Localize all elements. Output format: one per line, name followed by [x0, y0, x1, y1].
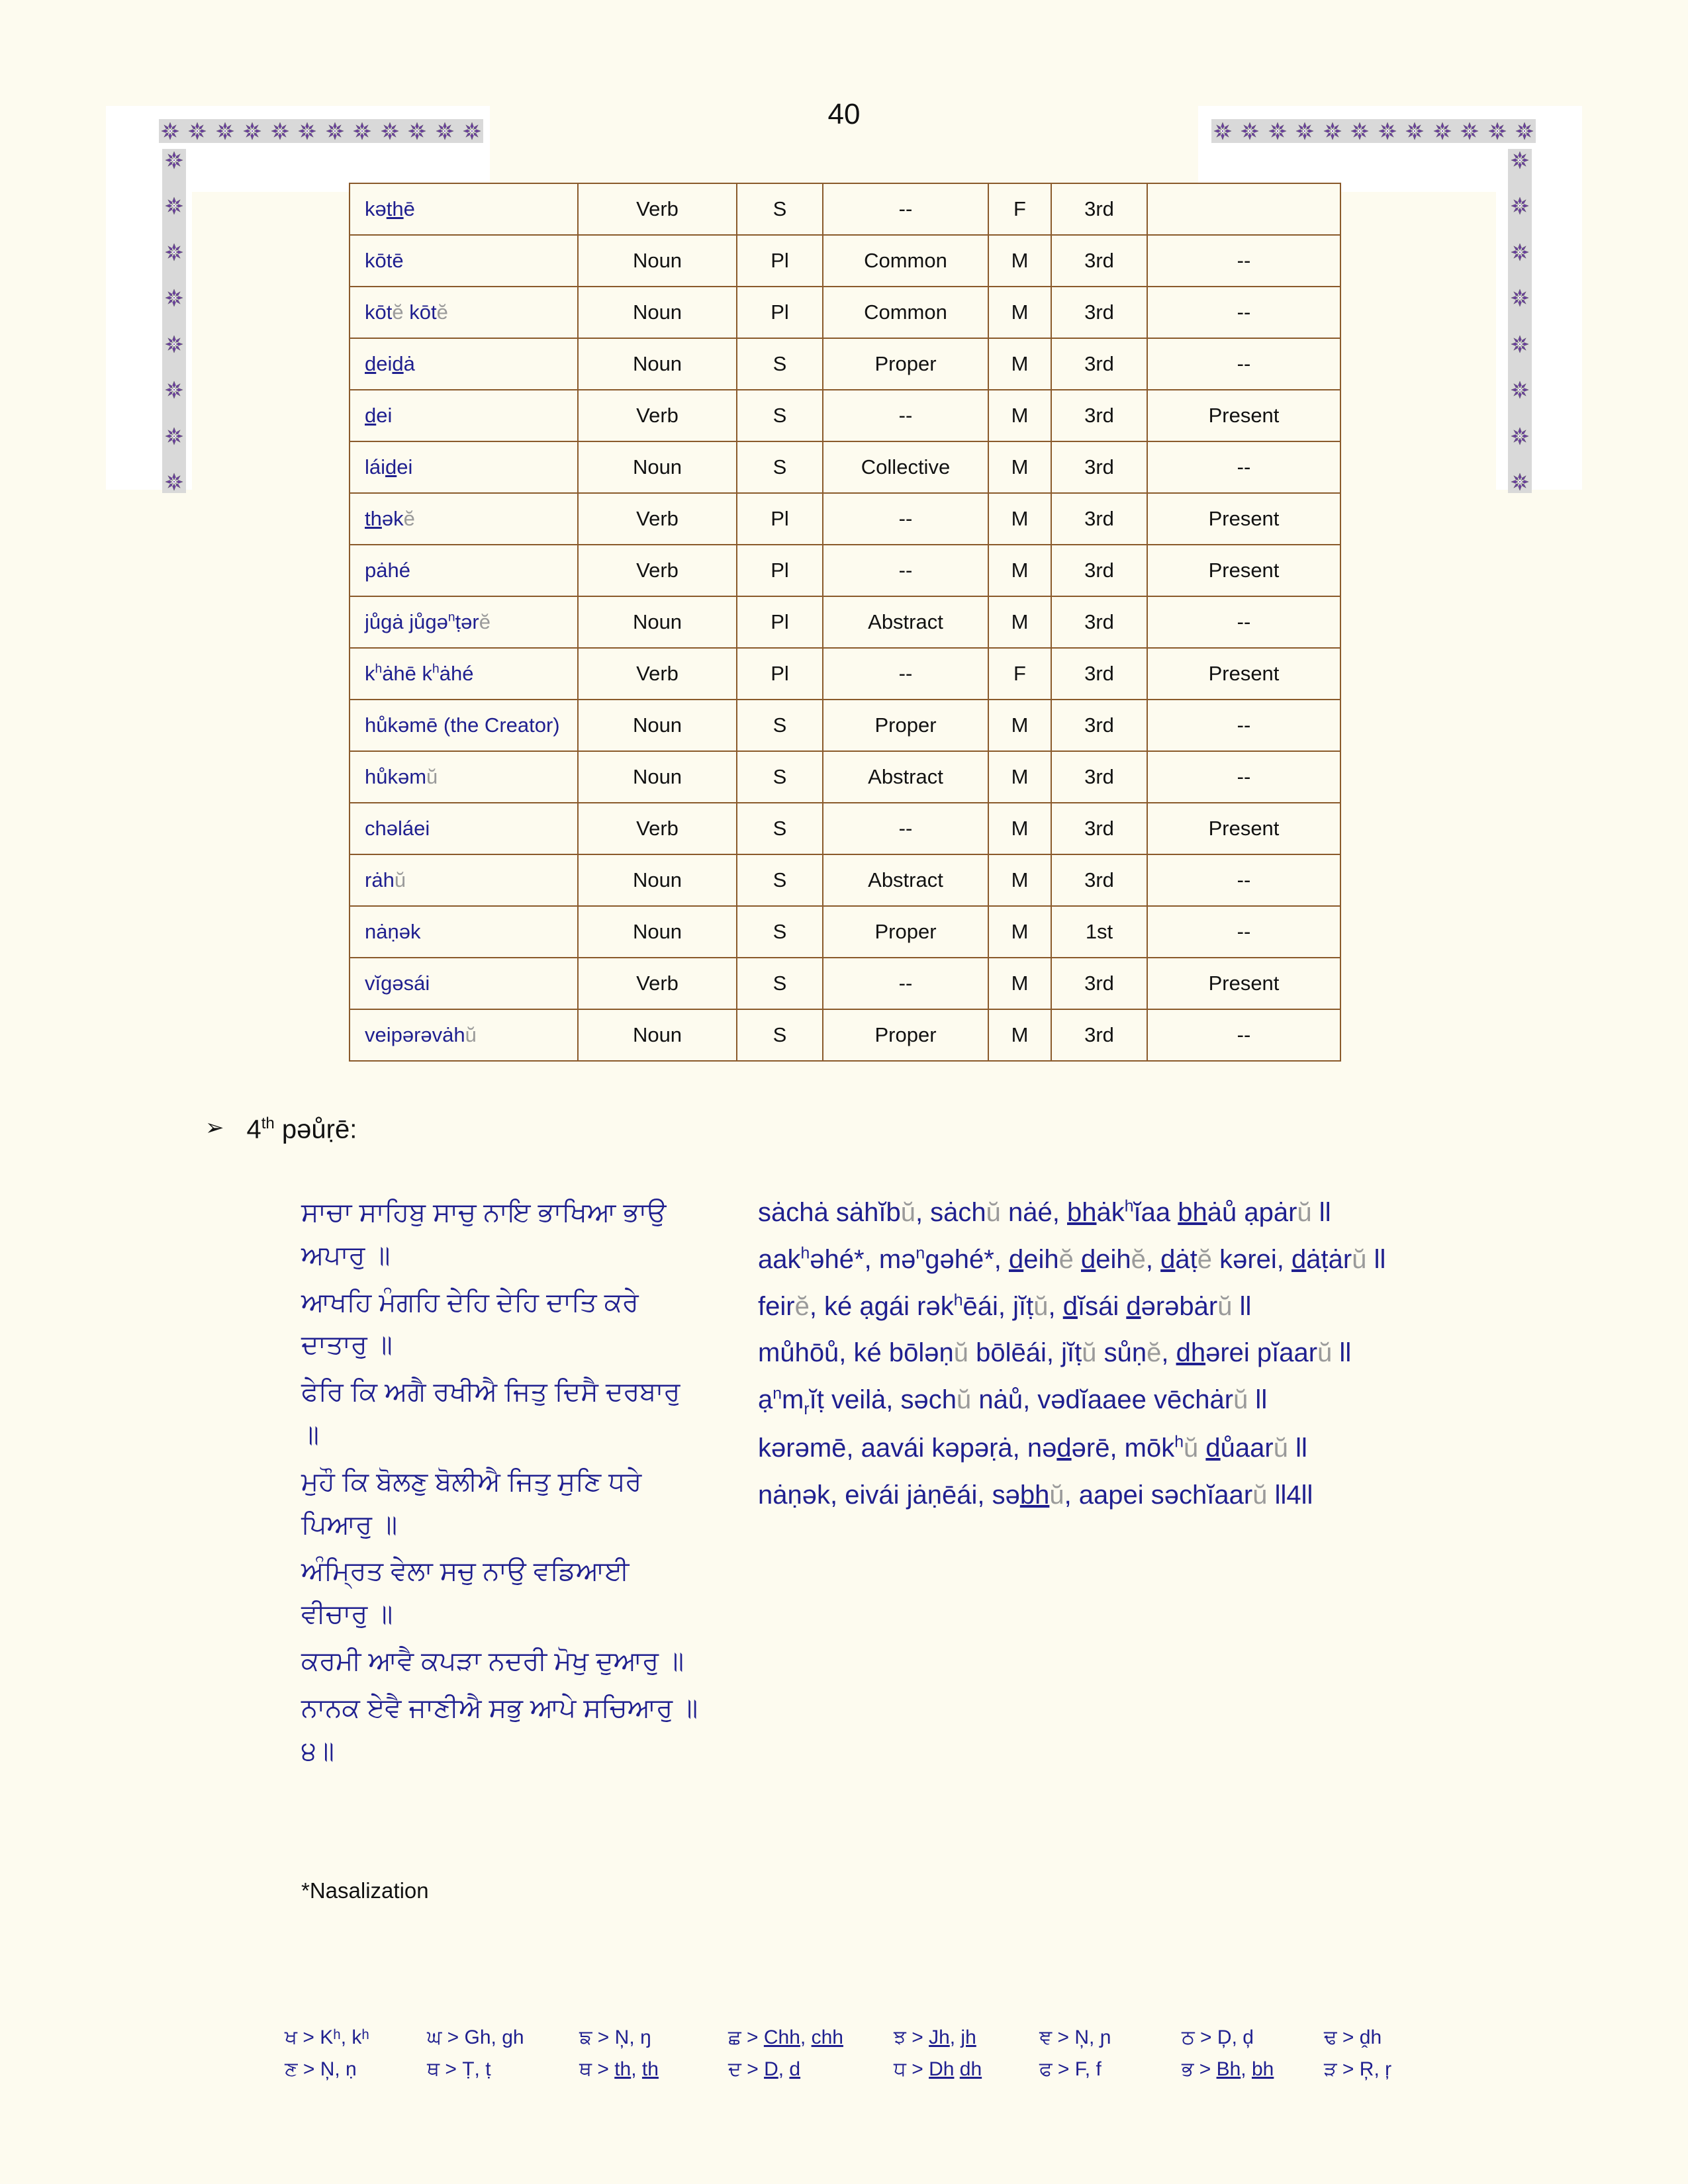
transliteration-verse-line: aak$^h$əhé*, mə$^n$gəhé*, deihĕ deihĕ, dȧṭĕ kərei, dȧṭȧrŭ ll: [758, 1244, 1386, 1274]
legend-item: ਥ > Ṭ, ṭ: [427, 2058, 491, 2080]
paurri-ordinal-suffix: th: [261, 1115, 275, 1132]
table-cell-number: Pl: [737, 648, 823, 700]
table-row: [350, 751, 1340, 803]
table-row: [350, 958, 1340, 1009]
table-cell-gender: M: [988, 906, 1051, 958]
table-cell-type: --: [823, 803, 988, 854]
floral-asterisk-ornament-icon: [164, 380, 184, 400]
ornament-strip-left: [162, 149, 186, 493]
table-row: [350, 700, 1340, 751]
table-cell-tense: Present: [1147, 545, 1340, 596]
legend-item: ਘ > Gh, gh: [427, 2026, 524, 2048]
table-cell-number: S: [737, 906, 823, 958]
table-cell-pos: Noun: [578, 751, 737, 803]
table-cell-number: S: [737, 338, 823, 390]
table-row: [350, 287, 1340, 338]
table-cell-gender: F: [988, 183, 1051, 235]
legend-item: ਦ > D, d: [728, 2058, 801, 2080]
table-cell-tense: --: [1147, 287, 1340, 338]
table-cell-type: Common: [823, 287, 988, 338]
table-cell-person: 3rd: [1051, 390, 1147, 441]
table-cell-tense: Present: [1147, 803, 1340, 854]
table-cell-word: kōtē: [350, 235, 578, 287]
table-cell-word: veipərəvȧhŭ: [350, 1009, 578, 1061]
table-row: [350, 338, 1340, 390]
table-cell-type: --: [823, 390, 988, 441]
table-row: [350, 596, 1340, 648]
gurmukhi-verse-line: ਸਾਚਾ ਸਾਹਿਬੁ ਸਾਚੁ ਨਾਇ ਭਾਖਿਆ ਭਾਉ ਅਪਾਰੁ ॥: [301, 1198, 667, 1270]
table-row: [350, 1009, 1340, 1061]
table-cell-gender: M: [988, 235, 1051, 287]
table-row: [350, 441, 1340, 493]
paurri-label: pəůṛē:: [281, 1115, 357, 1144]
table-cell-pos: Noun: [578, 441, 737, 493]
transliteration-verse-line: nȧṇək, eivái jȧṇēái, səbhŭ, aapei səchĭaarŭ ll4ll: [758, 1480, 1313, 1510]
grammar-analysis-table: [349, 183, 1341, 1062]
table-cell-word: deidȧ: [350, 338, 578, 390]
table-cell-type: --: [823, 648, 988, 700]
legend-item: ਖ > Kʰ, kʰ: [285, 2026, 369, 2048]
floral-asterisk-ornament-icon: [164, 288, 184, 308]
table-cell-pos: Noun: [578, 700, 737, 751]
table-cell-word: kōtĕ kōtĕ: [350, 287, 578, 338]
table-cell-tense: --: [1147, 751, 1340, 803]
legend-item: ਝ > Jh, jh: [894, 2026, 976, 2048]
page-number: 40: [827, 98, 861, 130]
table-cell-word: jůgȧ jůgə$^n$ṭərĕ: [350, 596, 578, 648]
floral-asterisk-ornament-icon: [164, 150, 184, 170]
gurmukhi-verse-line: ਮੁਹੌ ਕਿ ਬੋਲਣੁ ਬੋਲੀਐ ਜਿਤੁ ਸੁਣਿ ਧਰੇ ਪਿਆਰੁ ॥: [301, 1467, 642, 1539]
table-row: [350, 493, 1340, 545]
table-cell-tense: --: [1147, 700, 1340, 751]
table-cell-gender: F: [988, 648, 1051, 700]
table-cell-pos: Noun: [578, 906, 737, 958]
table-cell-pos: Verb: [578, 390, 737, 441]
legend-item: ਛ > Chh, chh: [728, 2026, 843, 2048]
floral-asterisk-ornament-icon: [164, 426, 184, 446]
verse-block: [301, 1191, 1420, 1776]
table-cell-person: 3rd: [1051, 1009, 1147, 1061]
floral-asterisk-ornament-icon: [1510, 150, 1530, 170]
table-cell-person: 3rd: [1051, 441, 1147, 493]
table-row: [350, 854, 1340, 906]
transliteration-verse-line: můhōů, ké bōləṇŭ bōlēái, jĭṭŭ sůṇĕ, dhərei pĭaarŭ ll: [758, 1338, 1352, 1368]
table-cell-pos: Verb: [578, 958, 737, 1009]
floral-asterisk-ornament-icon: [1510, 242, 1530, 262]
gurmukhi-verse-line: ਕਰਮੀ ਆਵੈ ਕਪੜਾ ਨਦਰੀ ਮੋਖੁ ਦੁਆਰੁ ॥: [301, 1646, 684, 1676]
table-cell-pos: Verb: [578, 493, 737, 545]
table-cell-number: Pl: [737, 545, 823, 596]
table-cell-number: S: [737, 183, 823, 235]
table-cell-type: Common: [823, 235, 988, 287]
table-cell-person: 3rd: [1051, 545, 1147, 596]
table-cell-person: 3rd: [1051, 596, 1147, 648]
table-cell-person: 3rd: [1051, 648, 1147, 700]
paurri-heading-text: [247, 1115, 357, 1144]
floral-asterisk-ornament-icon: [1510, 426, 1530, 446]
table-cell-type: Abstract: [823, 854, 988, 906]
legend-row-2: [285, 2058, 1436, 2081]
table-cell-gender: M: [988, 493, 1051, 545]
floral-asterisk-ornament-icon: [164, 196, 184, 216]
transliteration-legend: [285, 2026, 1436, 2090]
table-row: [350, 390, 1340, 441]
table-cell-tense: --: [1147, 596, 1340, 648]
table-cell-pos: Verb: [578, 648, 737, 700]
table-cell-word: $k^hȧhē$ $k^hȧhé$: [350, 648, 578, 700]
table-cell-number: S: [737, 803, 823, 854]
table-cell-word: hůkəmŭ: [350, 751, 578, 803]
legend-item: ਭ > Bh, bh: [1182, 2058, 1274, 2080]
table-cell-gender: M: [988, 338, 1051, 390]
table-cell-tense: --: [1147, 441, 1340, 493]
table-cell-pos: Verb: [578, 545, 737, 596]
table-cell-person: 3rd: [1051, 958, 1147, 1009]
table-cell-number: S: [737, 751, 823, 803]
table-cell-pos: Noun: [578, 596, 737, 648]
table-cell-person: 3rd: [1051, 803, 1147, 854]
table-cell-type: --: [823, 545, 988, 596]
table-cell-tense: --: [1147, 854, 1340, 906]
table-cell-type: --: [823, 958, 988, 1009]
table-cell-gender: M: [988, 958, 1051, 1009]
table-cell-word: kəthē: [350, 183, 578, 235]
table-cell-person: 1st: [1051, 906, 1147, 958]
table-cell-pos: Noun: [578, 1009, 737, 1061]
table-row: [350, 803, 1340, 854]
paurri-heading: [205, 1115, 357, 1144]
floral-asterisk-ornament-icon: [164, 334, 184, 354]
gurmukhi-verse-column: [301, 1191, 698, 1776]
table-cell-person: 3rd: [1051, 287, 1147, 338]
floral-asterisk-ornament-icon: [1510, 472, 1530, 492]
table-cell-gender: M: [988, 287, 1051, 338]
table-cell-tense: Present: [1147, 390, 1340, 441]
table-cell-type: Proper: [823, 338, 988, 390]
table-cell-pos: Noun: [578, 338, 737, 390]
table-cell-person: 3rd: [1051, 235, 1147, 287]
table-row: [350, 906, 1340, 958]
transliteration-verse-line: sȧchȧ sȧhĭbŭ, sȧchŭ nȧé, bhȧk$^h$ĭaa bhȧů ạpȧrŭ ll: [758, 1197, 1331, 1227]
transliteration-verse-line: kərəmē, aavái kəpəṛȧ, nədərē, mōk$^h$ŭ důaarŭ ll: [758, 1433, 1307, 1463]
table-cell-tense: Present: [1147, 958, 1340, 1009]
table-cell-word: hůkəmē (the Creator): [350, 700, 578, 751]
table-cell-number: S: [737, 854, 823, 906]
table-cell-type: Proper: [823, 1009, 988, 1061]
table-cell-person: 3rd: [1051, 854, 1147, 906]
ornament-strip-right: [1508, 149, 1532, 493]
table-cell-number: Pl: [737, 493, 823, 545]
legend-item: ੜ > R̦, ŗ: [1324, 2058, 1392, 2080]
legend-item: ਥ > th, th: [579, 2058, 659, 2080]
nasalization-footnote: *Nasalization: [301, 1878, 429, 1903]
floral-asterisk-ornament-icon: [164, 472, 184, 492]
table-cell-gender: M: [988, 700, 1051, 751]
table-row: [350, 545, 1340, 596]
table-cell-person: 3rd: [1051, 338, 1147, 390]
table-cell-person: 3rd: [1051, 751, 1147, 803]
table-cell-type: Collective: [823, 441, 988, 493]
table-cell-number: Pl: [737, 287, 823, 338]
table-cell-gender: M: [988, 545, 1051, 596]
table-cell-pos: Verb: [578, 183, 737, 235]
table-cell-tense: --: [1147, 1009, 1340, 1061]
legend-row-1: [285, 2026, 1436, 2049]
arrow-bullet-icon: ➢: [205, 1115, 224, 1141]
gurmukhi-verse-line: ਫੇਰਿ ਕਿ ਅਗੈ ਰਖੀਐ ਜਿਤੁ ਦਿਸੈ ਦਰਬਾਰੁ ॥: [301, 1377, 680, 1449]
table-cell-number: S: [737, 1009, 823, 1061]
table-cell-word: láidei: [350, 441, 578, 493]
table-cell-type: --: [823, 183, 988, 235]
legend-item: ਙ > N̦, ŋ: [579, 2026, 651, 2048]
table-cell-type: Proper: [823, 906, 988, 958]
table-cell-word: dei: [350, 390, 578, 441]
table-cell-word: chəláei: [350, 803, 578, 854]
table-cell-number: S: [737, 441, 823, 493]
table-cell-pos: Noun: [578, 235, 737, 287]
floral-asterisk-ornament-icon: [1510, 196, 1530, 216]
table-cell-type: Proper: [823, 700, 988, 751]
table-cell-tense: --: [1147, 338, 1340, 390]
paurri-ordinal: 4: [246, 1115, 261, 1144]
gurmukhi-verse-line: ਅੰਮ੍ਰਿਤ ਵੇਲਾ ਸਚੁ ਨਾਉ ਵਡਿਆਈ ਵੀਚਾਰੁ ॥: [301, 1557, 630, 1629]
table-cell-number: S: [737, 390, 823, 441]
table-cell-word: rȧhŭ: [350, 854, 578, 906]
table-cell-person: 3rd: [1051, 183, 1147, 235]
table-cell-tense: --: [1147, 235, 1340, 287]
table-cell-word: thəkĕ: [350, 493, 578, 545]
table-row: [350, 235, 1340, 287]
table-cell-pos: Noun: [578, 854, 737, 906]
table-cell-number: Pl: [737, 235, 823, 287]
floral-asterisk-ornament-icon: [1510, 288, 1530, 308]
table-row: [350, 648, 1340, 700]
table-cell-type: --: [823, 493, 988, 545]
table-cell-pos: Verb: [578, 803, 737, 854]
floral-asterisk-ornament-icon: [1510, 380, 1530, 400]
table-cell-number: S: [737, 958, 823, 1009]
legend-item: ਢ > ḓh: [1324, 2026, 1382, 2048]
transliteration-verse-column: [758, 1191, 1420, 1776]
table-cell-tense: Present: [1147, 648, 1340, 700]
legend-item: ਞ > N̦, ɲ: [1039, 2026, 1111, 2048]
gurmukhi-verse-line: ਆਖਹਿ ਮੰਗਹਿ ਦੇਹਿ ਦੇਹਿ ਦਾਤਿ ਕਰੇ ਦਾਤਾਰੁ ॥: [301, 1287, 639, 1360]
legend-item: ਫ > F, f: [1039, 2058, 1102, 2080]
legend-item: ਧ > Dh dh: [894, 2058, 982, 2080]
table-cell-type: Abstract: [823, 596, 988, 648]
table-cell-gender: M: [988, 441, 1051, 493]
table-cell-type: Abstract: [823, 751, 988, 803]
table-cell-word: pȧhé: [350, 545, 578, 596]
table-row: [350, 183, 1340, 235]
floral-asterisk-ornament-icon: [1510, 334, 1530, 354]
table-cell-word: vĭgəsái: [350, 958, 578, 1009]
transliteration-verse-line: feirĕ, ké ạgái rək$^h$ēái, jĭṭŭ, dĭsái dərəbȧrŭ ll: [758, 1291, 1252, 1321]
table-cell-number: S: [737, 700, 823, 751]
table-cell-tense: --: [1147, 906, 1340, 958]
table-cell-gender: M: [988, 803, 1051, 854]
table-cell-gender: M: [988, 596, 1051, 648]
table-cell-tense: Present: [1147, 493, 1340, 545]
table-cell-tense: [1147, 183, 1340, 235]
table-cell-number: Pl: [737, 596, 823, 648]
table-cell-gender: M: [988, 1009, 1051, 1061]
legend-item: ਠ > Ḑ, ḑ: [1182, 2026, 1254, 2048]
table-cell-gender: M: [988, 751, 1051, 803]
table-cell-person: 3rd: [1051, 700, 1147, 751]
gurmukhi-verse-line: ਨਾਨਕ ਏਵੈ ਜਾਣੀਐ ਸਭੁ ਆਪੇ ਸਚਿਆਰੁ ॥੪॥: [301, 1693, 698, 1766]
table-cell-gender: M: [988, 854, 1051, 906]
table-cell-person: 3rd: [1051, 493, 1147, 545]
legend-item: ਣ > N̦, ṇ: [285, 2058, 357, 2080]
table-cell-word: nȧṇək: [350, 906, 578, 958]
floral-asterisk-ornament-icon: [164, 242, 184, 262]
table-cell-gender: M: [988, 390, 1051, 441]
table-cell-pos: Noun: [578, 287, 737, 338]
transliteration-verse-line: $ạ^nm_rĭṭ$ veilȧ, səchŭ nȧů, vədĭaaee vēchȧrŭ ll: [758, 1385, 1268, 1419]
